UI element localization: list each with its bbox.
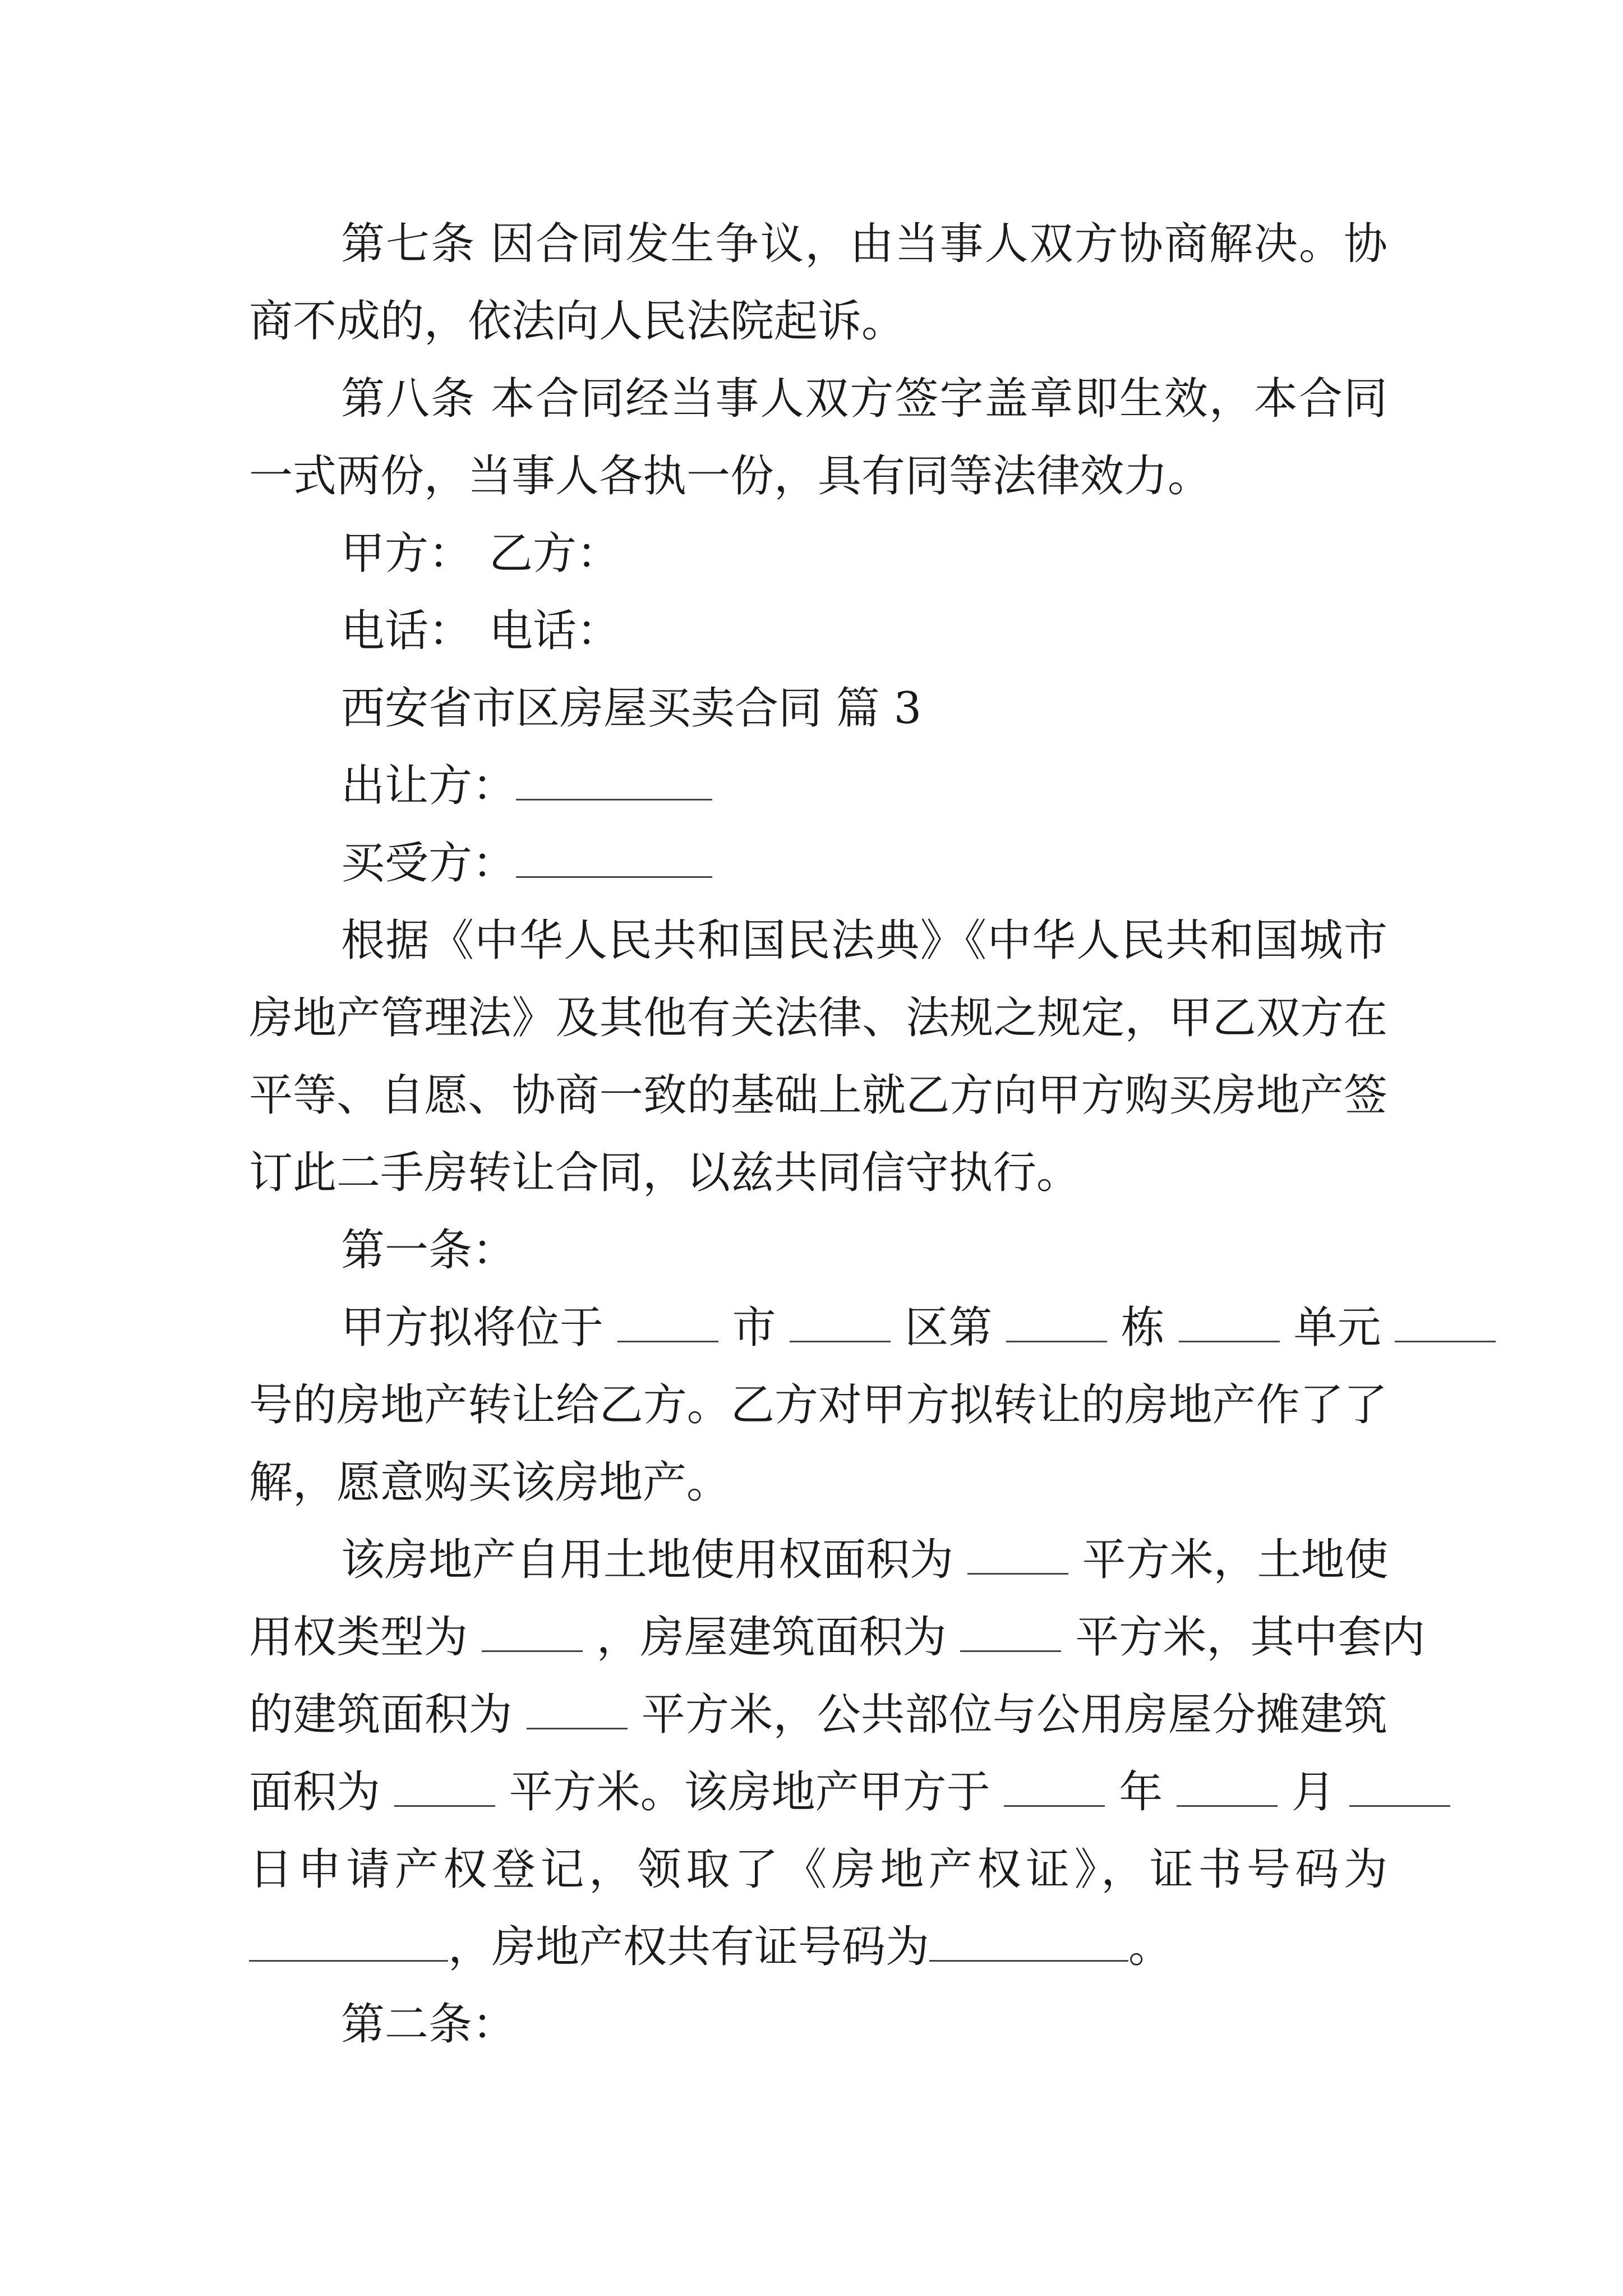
co-ownership-number-blank — [929, 1927, 1128, 1962]
area-text-4c: 年 — [1119, 1767, 1163, 1818]
transferor-label: 出让方： — [341, 761, 517, 811]
clause-1-line-1 — [249, 1289, 1387, 1366]
clause-1-text-unit: 单元 — [1293, 1303, 1381, 1353]
land-area-blank — [967, 1540, 1068, 1575]
party-a-label: 甲方： — [341, 528, 473, 579]
clause-1-text-city: 市 — [732, 1303, 776, 1353]
clause-1-line-2: 号的房地产转让给乙方。乙方对甲方拟转让的房地产作了了 — [249, 1380, 1387, 1430]
document-body — [249, 205, 1426, 2063]
preamble-line-3: 平等、自愿、协商一致的基础上就乙方向甲方购买房地产签 — [249, 1070, 1387, 1121]
clause-1-text-building: 栋 — [1121, 1303, 1165, 1353]
clause-1-title: 第一条： — [341, 1225, 517, 1276]
building-blank — [1006, 1308, 1107, 1342]
transferee-label: 买受方： — [341, 838, 517, 889]
clause-2-title: 第二条： — [341, 1999, 517, 2050]
party-b-label: 乙方： — [489, 528, 621, 579]
party-signature-line — [249, 515, 1387, 592]
area-text-2a: 用权类型为 — [249, 1612, 468, 1663]
clause-1-text-a: 甲方拟将位于 — [341, 1303, 604, 1353]
area-text-4d: 月 — [1291, 1767, 1335, 1818]
area-line-1 — [249, 1521, 1387, 1599]
preamble-line-1: 根据《中华人民共和国民法典》《中华人民共和国城市 — [341, 915, 1387, 966]
area-line-5: 日申请产权登记，领取了《房地产权证》，证书号码为 — [249, 1844, 1387, 1895]
certificate-number-blank — [249, 1927, 448, 1962]
area-line-3 — [249, 1676, 1387, 1754]
article-8-line-1: 第八条 本合同经当事人双方签字盖章即生效，本合同 — [341, 374, 1387, 424]
year-blank — [1004, 1773, 1105, 1807]
article-7-line-1: 第七条 因合同发生争议，由当事人双方协商解决。协 — [341, 219, 1387, 269]
phone-b-label: 电话： — [489, 606, 621, 656]
clause-1-line-3: 解，愿意购买该房地产。 — [249, 1457, 731, 1508]
section-title: 西安省市区房屋买卖合同 篇 3 — [341, 683, 922, 734]
inner-area-blank — [527, 1695, 628, 1729]
area-text-6b: 。 — [1128, 1922, 1173, 1972]
article-8-line-2: 一式两份，当事人各执一份，具有同等法律效力。 — [249, 451, 1212, 501]
area-line-2 — [249, 1599, 1426, 1676]
phone-a-label: 电话： — [341, 606, 473, 656]
day-blank — [1349, 1773, 1450, 1807]
area-text-6a: ，房地产权共有证号码为 — [448, 1922, 930, 1972]
preamble-line-2: 房地产管理法》及其他有关法律、法规之规定，甲乙双方在 — [249, 993, 1387, 1043]
number-blank — [1395, 1308, 1496, 1342]
area-text-2c: 平方米，其中套内 — [1075, 1612, 1426, 1663]
area-text-2b: ，房屋建筑面积为 — [596, 1612, 947, 1663]
building-area-blank — [960, 1618, 1061, 1652]
clause-1-text-district: 区第 — [905, 1303, 993, 1353]
area-line-4 — [249, 1754, 1387, 1831]
transferee-line — [249, 825, 1387, 902]
area-text-3a: 的建筑面积为 — [249, 1690, 513, 1740]
phone-line — [249, 592, 1387, 670]
transferor-line — [249, 747, 1387, 825]
transferee-blank — [516, 844, 712, 878]
area-line-6 — [249, 1908, 1387, 1986]
area-text-4a: 面积为 — [249, 1767, 381, 1818]
land-type-blank — [482, 1618, 583, 1652]
preamble-line-4: 订此二手房转让合同，以兹共同信守执行。 — [249, 1148, 1081, 1198]
city-blank — [617, 1308, 718, 1342]
shared-area-blank — [394, 1773, 495, 1807]
transferor-blank — [516, 766, 712, 800]
area-text-1a: 该房地产自用土地使用权面积为 — [341, 1535, 954, 1585]
unit-blank — [1179, 1308, 1280, 1342]
district-blank — [790, 1308, 891, 1342]
area-text-1b: 平方米，土地使 — [1082, 1535, 1389, 1585]
article-7-line-2: 商不成的，依法向人民法院起诉。 — [249, 296, 906, 347]
area-text-4b: 平方米。该房地产甲方于 — [509, 1767, 990, 1818]
month-blank — [1177, 1773, 1278, 1807]
area-text-3b: 平方米，公共部位与公用房屋分摊建筑 — [641, 1690, 1387, 1740]
